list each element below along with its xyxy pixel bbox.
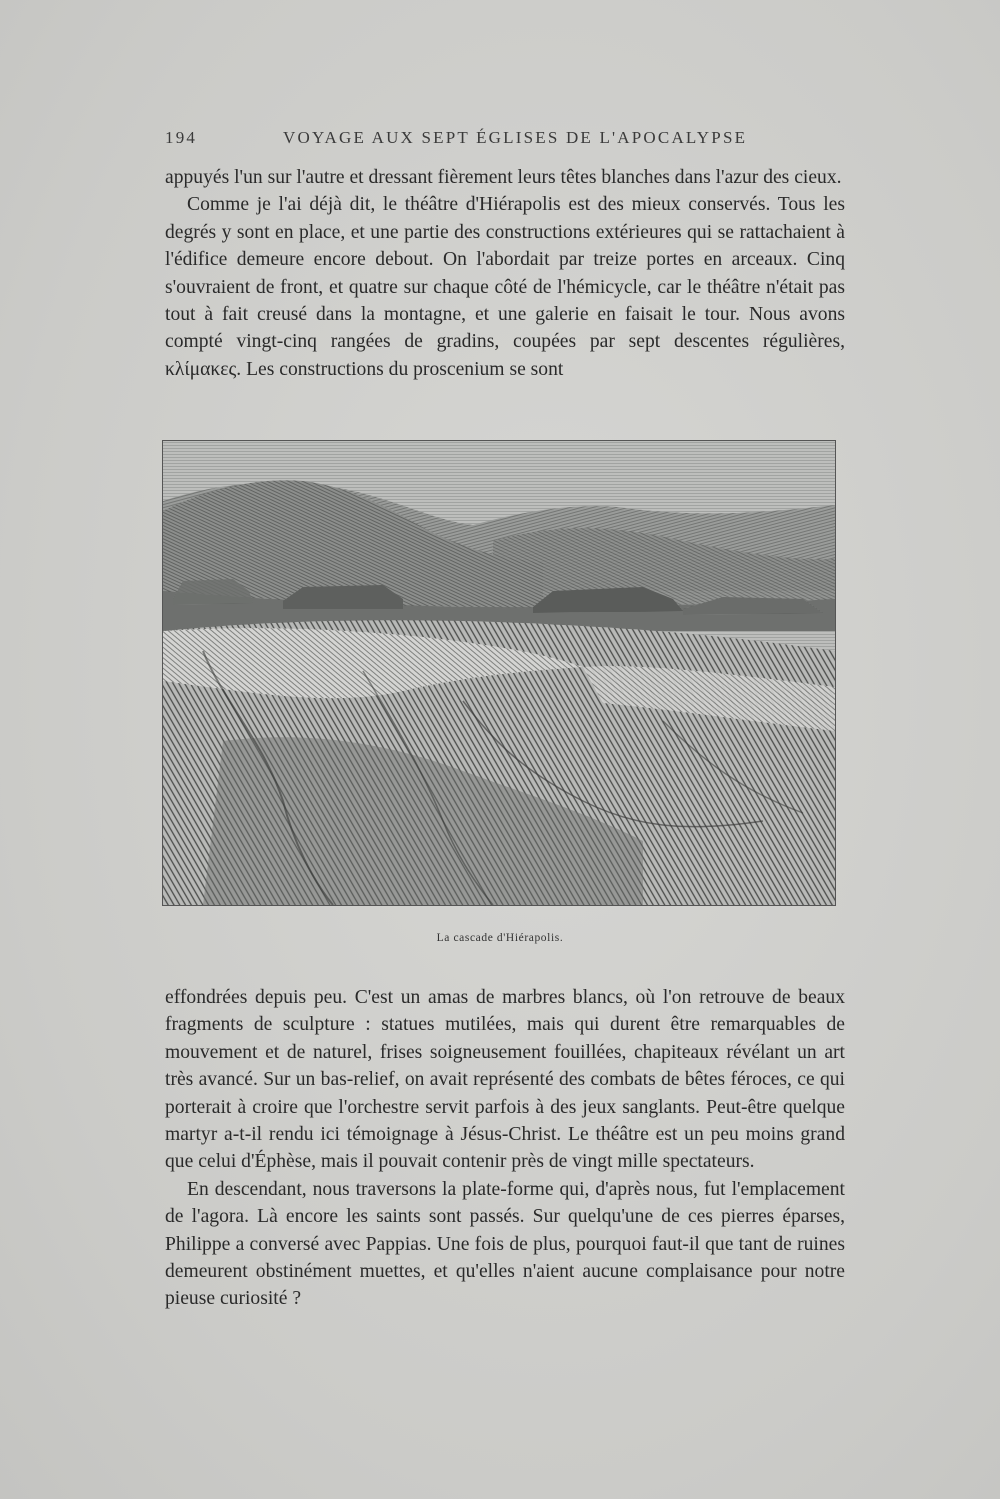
running-title: VOYAGE AUX SEPT ÉGLISES DE L'APOCALYPSE — [283, 128, 748, 147]
text-block-bottom — [165, 984, 845, 1313]
paragraph: appuyés l'un sur l'autre et dressant fièrement leurs têtes blanches dans l'azur des cieux. — [165, 167, 842, 188]
page-number: 194 — [165, 128, 198, 147]
figure-caption: La cascade d'Hiérapolis. — [436, 932, 564, 944]
paragraph: Comme je l'ai déjà dit, le théâtre d'Hiérapolis est des mieux conservés. Tous les degrés y sont en place, et une partie des constructions extérieures qui se rattachaient à l'édifice demeure encore debout. On l'abordait par treize portes en arceaux. Cinq s'ouvraient de front, et quatre sur chaque côté de l'hémicycle, car le théâtre n'était pas tout à fait creusé dans la montagne, et une galerie en faisait le tour. Nous avons compté vingt-cinq rangées de gradins, coupées par sept descentes régulières, κλίμακες. Les constructions du proscenium se sont — [165, 194, 845, 380]
engraving-illustration — [162, 440, 836, 906]
running-header — [165, 128, 845, 156]
paragraph: effondrées depuis peu. C'est un amas de marbres blancs, où l'on retrouve de beaux fragments de sculpture : statues mutilées, mais qui durent être remarquables de mouvement et de naturel, frises soigneusement fouillées, chapiteaux révélant un art très avancé. Sur un bas-relief, on avait représenté des combats de bêtes féroces, ce qui porterait à croire que l'orchestre servit parfois à des jeux sanglants. Peut-être quelque martyr a-t-il rendu ici témoignage à Jésus-Christ. Le théâtre est un peu moins grand que celui d'Éphèse, mais il pouvait contenir près de vingt mille spectateurs. — [165, 987, 845, 1173]
paragraph: En descendant, nous traversons la plate-forme qui, d'après nous, fut l'emplacement de l'agora. Là encore les saints sont passés. Sur quelqu'une de ces pierres éparses, Philippe a conversé avec Pappias. Une fois de plus, pourquoi faut-il que tant de ruines demeurent obstinément muettes, et qu'elles n'aient aucune complaisance pour notre pieuse curiosité ? — [165, 1178, 845, 1310]
cascade-engraving — [163, 441, 835, 905]
text-block-top — [165, 164, 845, 383]
